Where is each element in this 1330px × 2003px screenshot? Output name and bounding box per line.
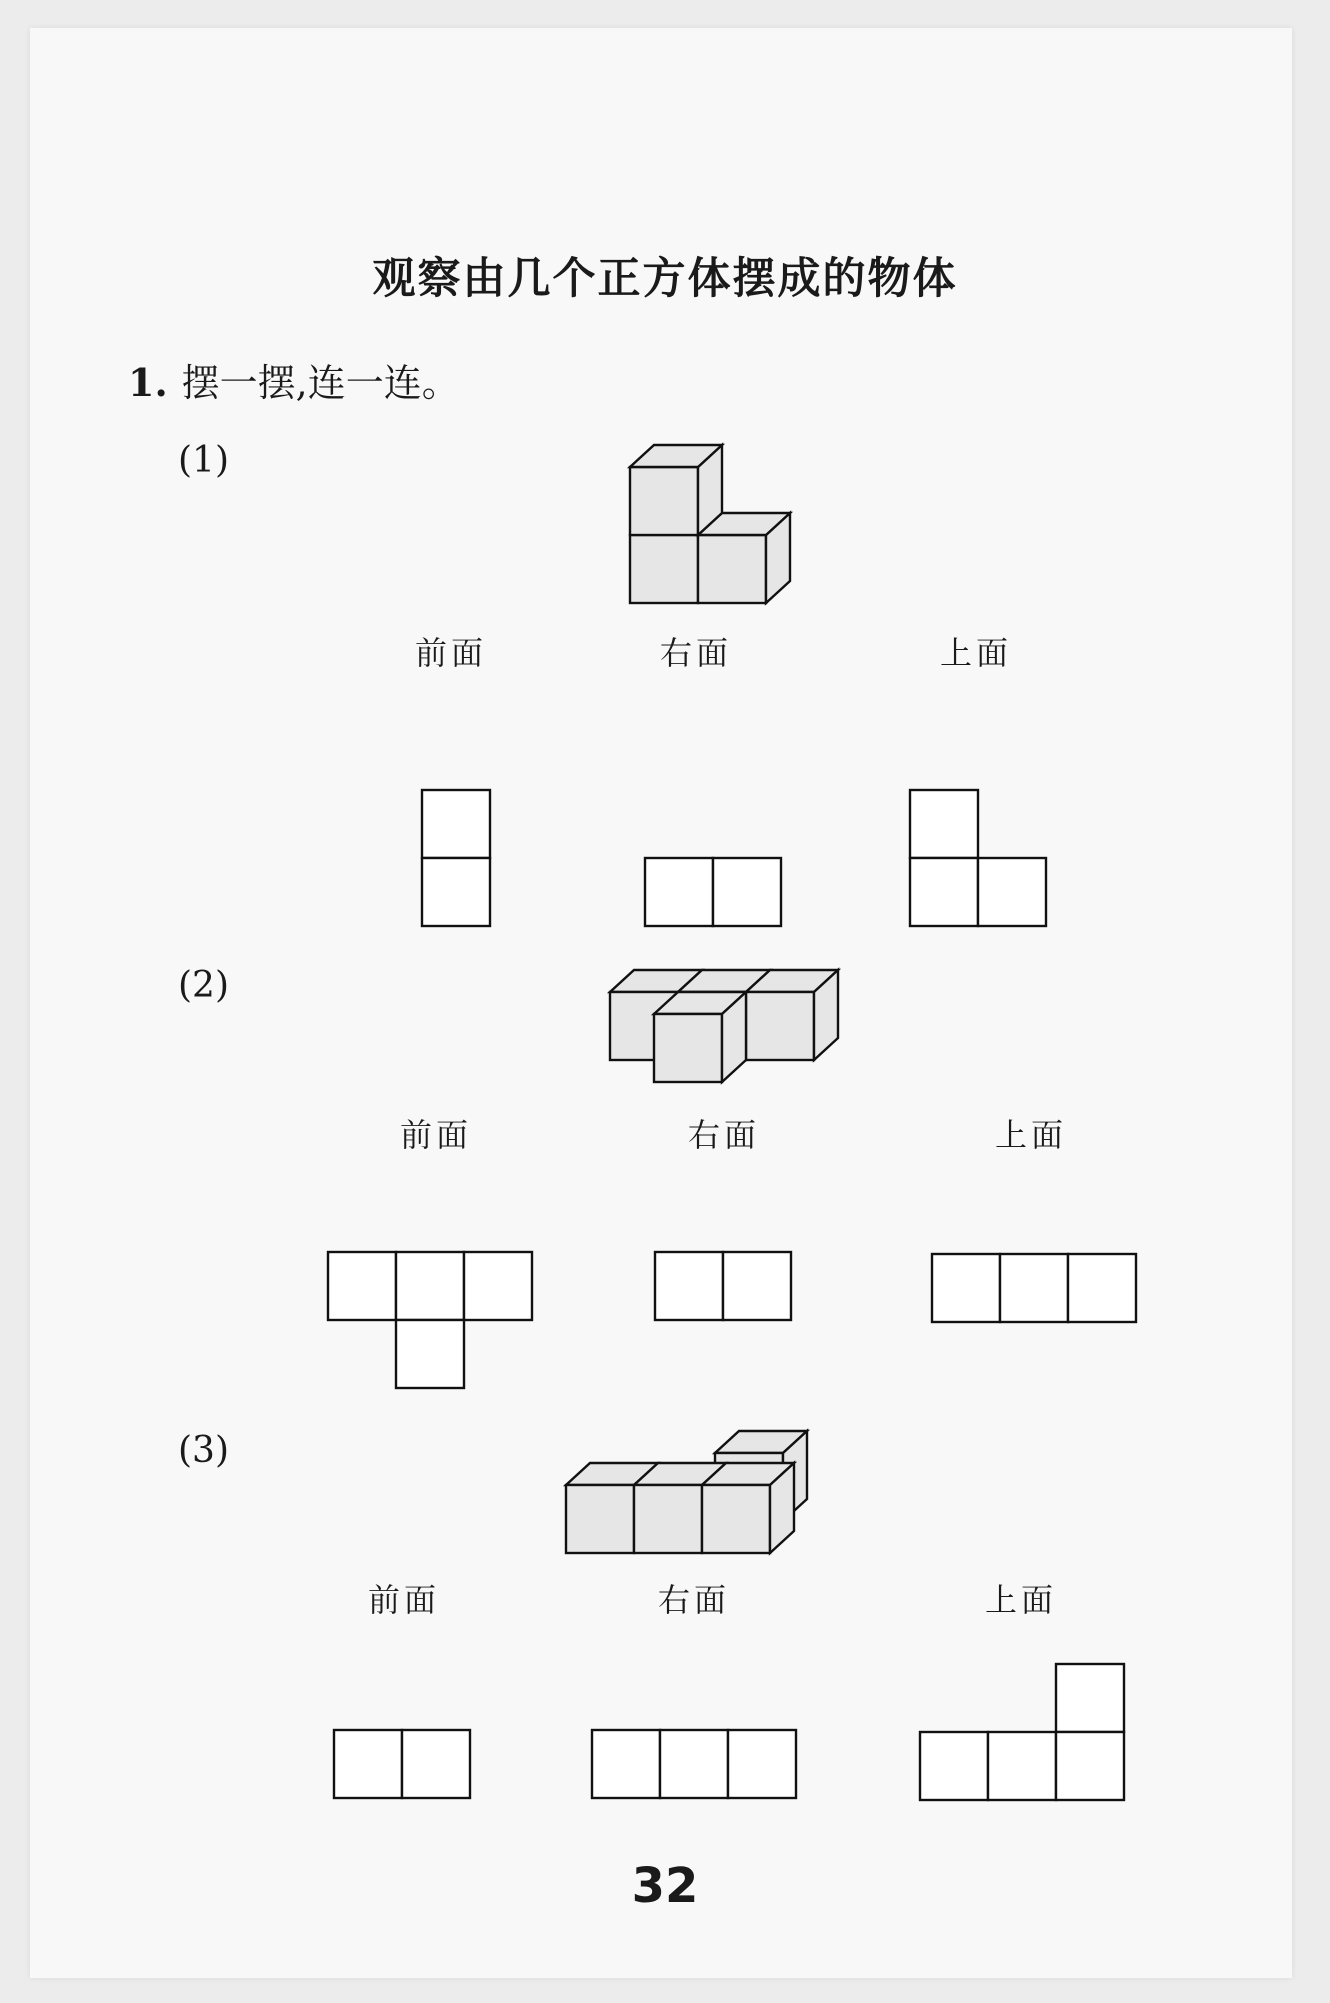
page-number: 32 bbox=[631, 1858, 699, 1914]
problem-2-option-c bbox=[930, 1252, 1138, 1324]
problem-3-solid bbox=[560, 1428, 825, 1558]
problem-1-view-front: 前面 bbox=[415, 634, 488, 672]
problem-3-label: (3) bbox=[178, 1430, 229, 1471]
problem-3-view-top: 上面 bbox=[985, 1581, 1058, 1619]
problem-3-option-c bbox=[918, 1662, 1126, 1802]
problem-3-view-front: 前面 bbox=[368, 1581, 441, 1619]
page-title: 观察由几个正方体摆成的物体 bbox=[372, 254, 958, 304]
problem-1-option-c bbox=[908, 788, 1048, 928]
problem-3-option-a bbox=[332, 1728, 472, 1800]
question-text: 摆一摆,连一连。 bbox=[181, 361, 460, 405]
problem-2-view-front: 前面 bbox=[400, 1116, 473, 1154]
problem-1-view-right: 右面 bbox=[660, 634, 733, 672]
question-1 bbox=[128, 352, 460, 407]
problem-3-option-b bbox=[590, 1728, 798, 1800]
problem-2-option-a bbox=[326, 1250, 534, 1390]
problem-1-view-top: 上面 bbox=[940, 634, 1013, 672]
problem-1-option-b bbox=[643, 856, 783, 928]
problem-1-solid bbox=[620, 435, 800, 610]
problem-1-label: (1) bbox=[178, 440, 229, 481]
problem-2-label: (2) bbox=[178, 965, 229, 1006]
problem-2-view-top: 上面 bbox=[995, 1116, 1068, 1154]
problem-3-view-right: 右面 bbox=[658, 1581, 731, 1619]
problem-1-option-a bbox=[420, 788, 492, 928]
problem-2-view-right: 右面 bbox=[688, 1116, 761, 1154]
problem-2-solid bbox=[605, 965, 845, 1095]
problem-2-option-b bbox=[653, 1250, 793, 1322]
question-number: 1. bbox=[128, 360, 168, 405]
